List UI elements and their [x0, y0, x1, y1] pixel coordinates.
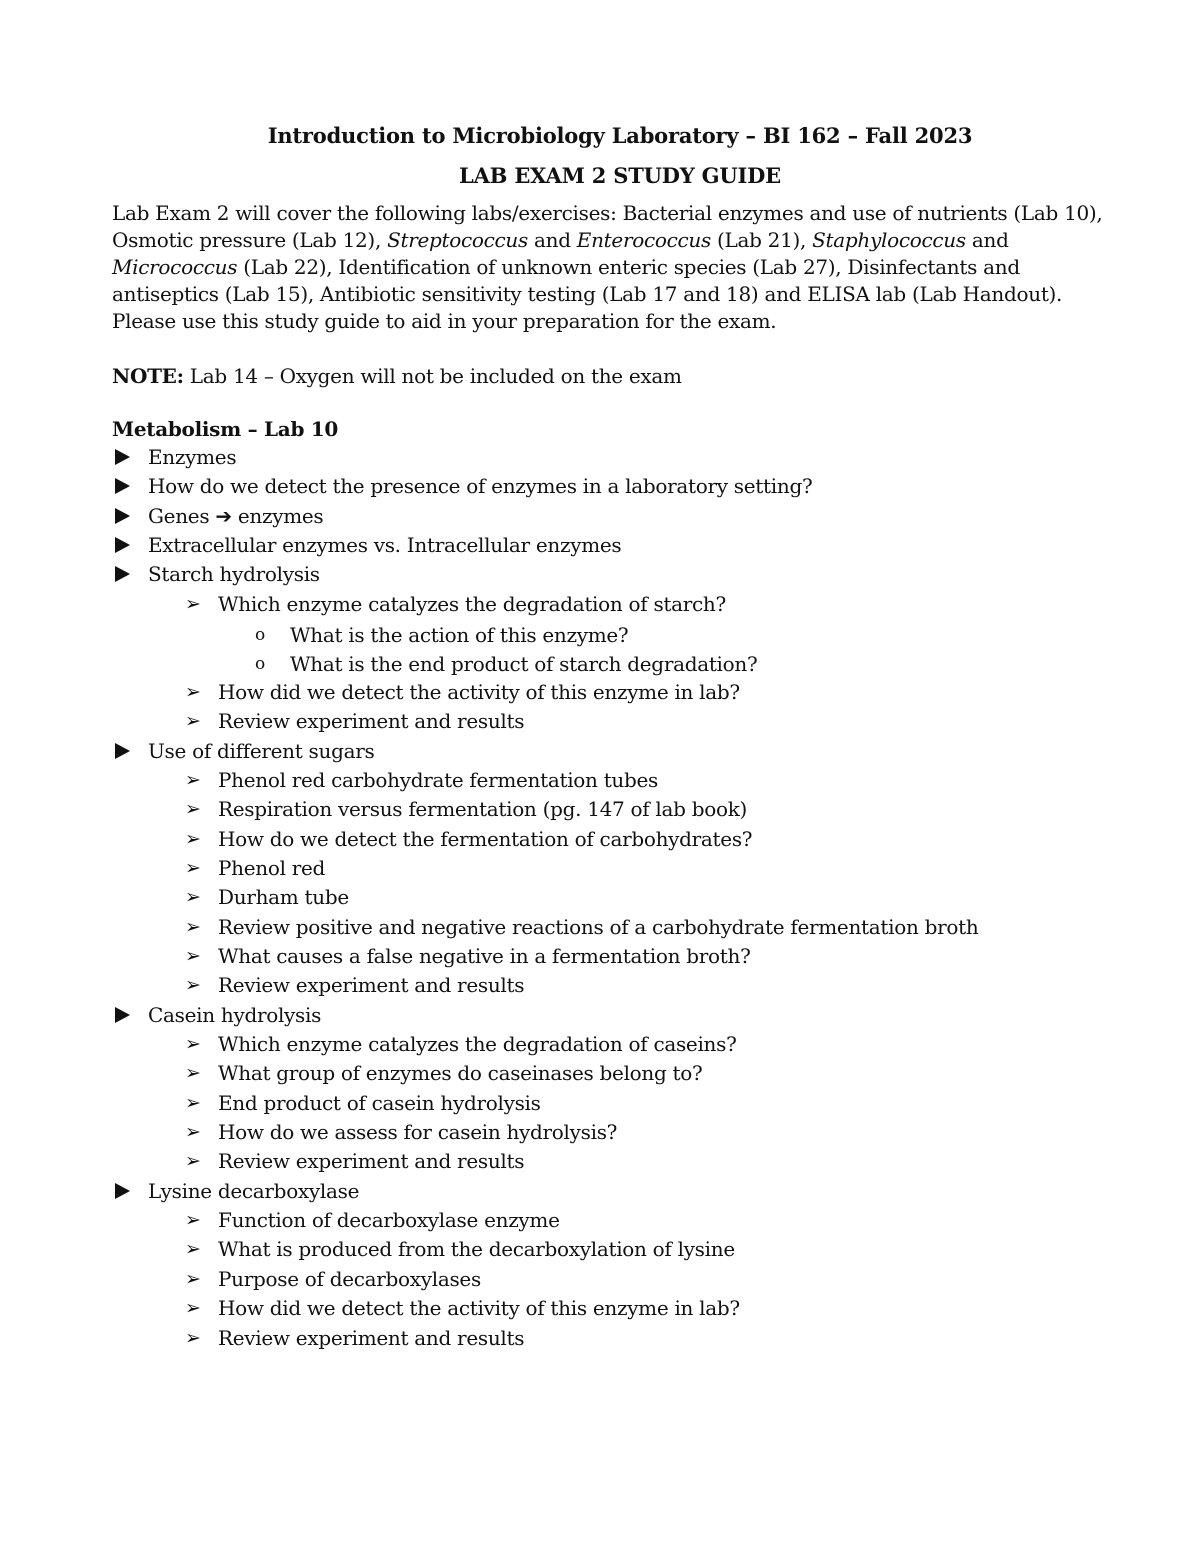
list-item-text: How did we detect the activity of this enzyme in lab?	[218, 1296, 740, 1320]
triangle-bullet-icon	[115, 1177, 130, 1207]
list-item-text: Phenol red	[218, 856, 326, 880]
list-item-text: Starch hydrolysis	[148, 562, 320, 586]
arrowhead-bullet-icon: ➢	[185, 681, 201, 703]
arrowhead-bullet-icon: ➢	[185, 1150, 201, 1172]
arrowhead-bullet-icon: ➢	[185, 1297, 201, 1319]
arrowhead-bullet-icon: ➢	[185, 857, 201, 879]
list-item-text: How do we assess for casein hydrolysis?	[218, 1120, 618, 1144]
list-item-text: End product of casein hydrolysis	[218, 1091, 541, 1115]
arrowhead-bullet-icon: ➢	[185, 886, 201, 908]
arrowhead-bullet-icon: ➢	[185, 828, 201, 850]
list-item-text: Use of different sugars	[148, 739, 375, 763]
list-item-text: What is produced from the decarboxylation of lysine	[218, 1237, 735, 1261]
list-item-text: Extracellular enzymes vs. Intracellular enzymes	[148, 533, 622, 557]
triangle-bullet-icon	[115, 502, 130, 532]
note-paragraph	[112, 363, 1112, 390]
arrowhead-bullet-icon: ➢	[185, 593, 201, 615]
arrowhead-bullet-icon: ➢	[185, 974, 201, 996]
circle-bullet-icon: o	[255, 625, 265, 645]
arrowhead-bullet-icon: ➢	[185, 945, 201, 967]
list-item-text: Lysine decarboxylase	[148, 1179, 360, 1203]
list-item-text: Function of decarboxylase enzyme	[218, 1208, 560, 1232]
arrowhead-bullet-icon: ➢	[185, 1092, 201, 1114]
triangle-bullet-icon	[115, 737, 130, 767]
list-item-text: What causes a false negative in a fermentation broth?	[218, 944, 751, 968]
arrowhead-bullet-icon: ➢	[185, 710, 201, 732]
genus-name: Staphylococcus	[812, 228, 966, 252]
arrowhead-bullet-icon: ➢	[185, 1327, 201, 1349]
list-item-text: How do we detect the presence of enzymes in a laboratory setting?	[148, 474, 813, 498]
list-item-text: How did we detect the activity of this enzyme in lab?	[218, 680, 740, 704]
list-item-text: Review experiment and results	[218, 973, 525, 997]
arrowhead-bullet-icon: ➢	[185, 1033, 201, 1055]
list-item-text: Genes ➔ enzymes	[148, 504, 324, 528]
list-item-text: What group of enzymes do caseinases belong to?	[218, 1061, 703, 1085]
list-item-text: What is the action of this enzyme?	[290, 623, 629, 647]
intro-paragraph	[112, 200, 1112, 335]
circle-bullet-icon: o	[255, 654, 265, 674]
note-label: NOTE:	[112, 364, 184, 388]
triangle-bullet-icon	[115, 560, 130, 590]
section-heading: Metabolism – Lab 10	[112, 417, 339, 441]
intro-text: (Lab 21),	[710, 228, 813, 252]
arrowhead-bullet-icon: ➢	[185, 916, 201, 938]
genus-name: Enterococcus	[576, 228, 711, 252]
list-item-text: Enzymes	[148, 445, 237, 469]
triangle-bullet-icon	[115, 472, 130, 502]
list-item-text: Phenol red carbohydrate fermentation tubes	[218, 768, 659, 792]
list-item-text: Review experiment and results	[218, 1149, 525, 1173]
list-item-text: Respiration versus fermentation (pg. 147 of lab book)	[218, 797, 748, 821]
note-text: Lab 14 – Oxygen will not be included on the exam	[183, 364, 682, 388]
arrowhead-bullet-icon: ➢	[185, 1062, 201, 1084]
arrowhead-bullet-icon: ➢	[185, 769, 201, 791]
list-item-text: What is the end product of starch degradation?	[290, 652, 758, 676]
arrowhead-bullet-icon: ➢	[185, 798, 201, 820]
triangle-bullet-icon	[115, 443, 130, 473]
list-item-text: Casein hydrolysis	[148, 1003, 322, 1027]
triangle-bullet-icon	[115, 531, 130, 561]
intro-text: (Lab 22), Identification of unknown enteric species (Lab 27), Disinfectants and antiseptics (Lab 15), Antibiotic sensitivity testing (Lab 17 and 18) and ELISA lab (Lab Handout). Please use this study guide to aid in your preparation for the exam.	[112, 255, 1063, 333]
intro-text: and	[527, 228, 577, 252]
list-item-text: Review experiment and results	[218, 1326, 525, 1350]
arrowhead-bullet-icon: ➢	[185, 1209, 201, 1231]
list-item-text: Durham tube	[218, 885, 349, 909]
list-item-text: Which enzyme catalyzes the degradation of starch?	[218, 592, 726, 616]
document-title: Introduction to Microbiology Laboratory – BI 162 – Fall 2023	[267, 123, 973, 148]
list-item-text: Which enzyme catalyzes the degradation of caseins?	[218, 1032, 737, 1056]
intro-text: Lab Exam 2 will cover the following labs/exercises: Bacterial enzymes and use of nutrients (Lab 10), Osmotic pressure (Lab 12),	[112, 201, 1103, 252]
arrowhead-bullet-icon: ➢	[185, 1121, 201, 1143]
arrowhead-bullet-icon: ➢	[185, 1238, 201, 1260]
arrowhead-bullet-icon: ➢	[185, 1268, 201, 1290]
list-item-text: Review positive and negative reactions of a carbohydrate fermentation broth	[218, 915, 979, 939]
list-item-text: Purpose of decarboxylases	[218, 1267, 481, 1291]
document-subtitle: LAB EXAM 2 STUDY GUIDE	[459, 163, 781, 188]
list-item-text: Review experiment and results	[218, 709, 525, 733]
genus-name: Micrococcus	[112, 255, 238, 279]
list-item-text: How do we detect the fermentation of carbohydrates?	[218, 827, 753, 851]
triangle-bullet-icon	[115, 1001, 130, 1031]
genus-name: Streptococcus	[387, 228, 528, 252]
intro-text: and	[965, 228, 1009, 252]
